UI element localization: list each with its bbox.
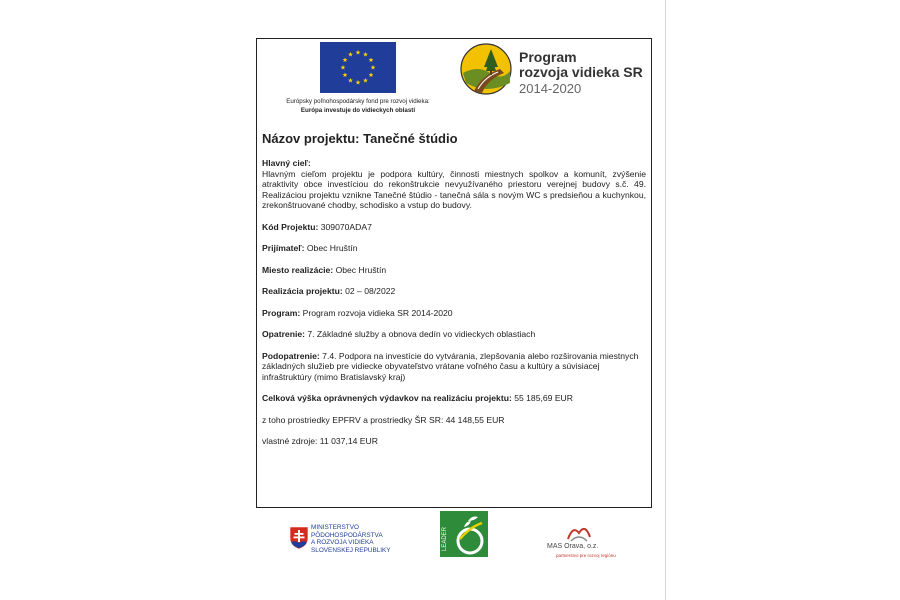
mas-orava-logo-icon bbox=[565, 521, 593, 543]
ministry-line2: PÔDOHOSPODÁRSTVA bbox=[311, 531, 383, 539]
program-label: Program: bbox=[262, 307, 301, 318]
total-expenses-label: Celková výška oprávnených výdavkov na realizáciu projektu: bbox=[262, 393, 512, 403]
project-details bbox=[262, 131, 646, 458]
mas-orava-name: MAS Orava, o.z. bbox=[547, 543, 599, 550]
program bbox=[262, 308, 646, 319]
prv-years: 2014-2020 bbox=[519, 81, 582, 96]
period bbox=[262, 286, 646, 297]
eu-caption bbox=[263, 97, 453, 115]
recipient-value: Obec Hruštín bbox=[306, 243, 358, 253]
goal-section bbox=[262, 158, 646, 211]
submeasure bbox=[262, 351, 646, 383]
submeasure-value: 7.4. Podpora na investície do vytvárania, zlepšovania alebo rozširovania miestnych základných služieb pre vidiecke obyvateľstvo vrátane voľného času a kultúry a súvisiacej infraštruktúry (mimo Bratislavský kraj) bbox=[262, 350, 639, 382]
ministry-line1: MINISTERSTVO bbox=[311, 524, 359, 531]
slovak-coat-of-arms-icon bbox=[289, 526, 309, 550]
page-edge-divider bbox=[665, 0, 666, 600]
ministry-line4: SLOVENSKEJ REPUBLIKY bbox=[311, 546, 391, 554]
prv-logo-icon bbox=[460, 43, 512, 95]
ministry-text bbox=[311, 524, 401, 554]
prv-title-line1: Program bbox=[519, 49, 577, 65]
funding-text: z toho prostriedky EPFRV a prostriedky ŠR SR: 44 148,55 EUR bbox=[262, 414, 505, 425]
prv-title-line2: rozvoja vidieka SR bbox=[519, 64, 643, 80]
leader-text: LEADER bbox=[442, 526, 448, 551]
measure-label: Opatrenie: bbox=[262, 329, 305, 339]
leader-logo-icon bbox=[440, 511, 488, 557]
measure bbox=[262, 329, 646, 340]
submeasure-label: Podopatrenie: bbox=[262, 350, 320, 361]
ministry-line3: A ROZVOJA VIDIEKA bbox=[311, 539, 374, 547]
total-expenses-value: 55 185,69 EUR bbox=[514, 393, 573, 403]
recipient bbox=[262, 243, 646, 254]
own-resources-text: vlastné zdroje: 11 037,14 EUR bbox=[262, 436, 378, 446]
program-value: Program rozvoja vidieka SR 2014-2020 bbox=[302, 307, 453, 318]
recipient-label: Prijímateľ: bbox=[262, 243, 305, 253]
eu-flag-icon bbox=[320, 42, 396, 93]
project-code bbox=[262, 222, 646, 233]
mas-orava-tagline: partnerstvo pre rozvoj regiónu bbox=[556, 553, 616, 558]
place bbox=[262, 265, 646, 276]
goal-text: Hlavným cieľom projektu je podpora kultúry, činnosti miestnych spolkov a komunít, zvýšenie atraktivity obce investíciou do rekonštrukcie nevyužívaného priestoru verejnej budovy s.č. 49. Realizáciou projektu vznikne Tanečné štúdio - tanečná sála s novým WC s predsieňou a kuchynkou, zrekonštruované chodby, schodisko a vstup do budovy. bbox=[262, 168, 646, 210]
eu-caption-slogan: Európa investuje do vidieckych oblastí bbox=[300, 107, 416, 114]
period-value: 02 – 08/2022 bbox=[345, 286, 396, 296]
place-label: Miesto realizácie: bbox=[262, 264, 334, 275]
goal-label: Hlavný cieľ: bbox=[262, 158, 311, 168]
eu-caption-fund: Európsky poľnohospodársky fond pre rozvoj vidieka: bbox=[286, 98, 430, 105]
project-title: Názov projektu: Tanečné štúdio bbox=[262, 131, 458, 146]
prv-title bbox=[519, 50, 643, 80]
project-poster bbox=[256, 38, 652, 508]
place-value: Obec Hruštín bbox=[335, 264, 387, 275]
project-code-label: Kód Projektu: bbox=[262, 221, 319, 232]
project-code-value: 309070ADA7 bbox=[320, 221, 372, 232]
measure-value: 7. Základné služby a obnova dedín vo vidieckych oblastiach bbox=[307, 329, 536, 339]
period-label: Realizácia projektu: bbox=[262, 286, 343, 296]
total-expenses bbox=[262, 393, 646, 404]
